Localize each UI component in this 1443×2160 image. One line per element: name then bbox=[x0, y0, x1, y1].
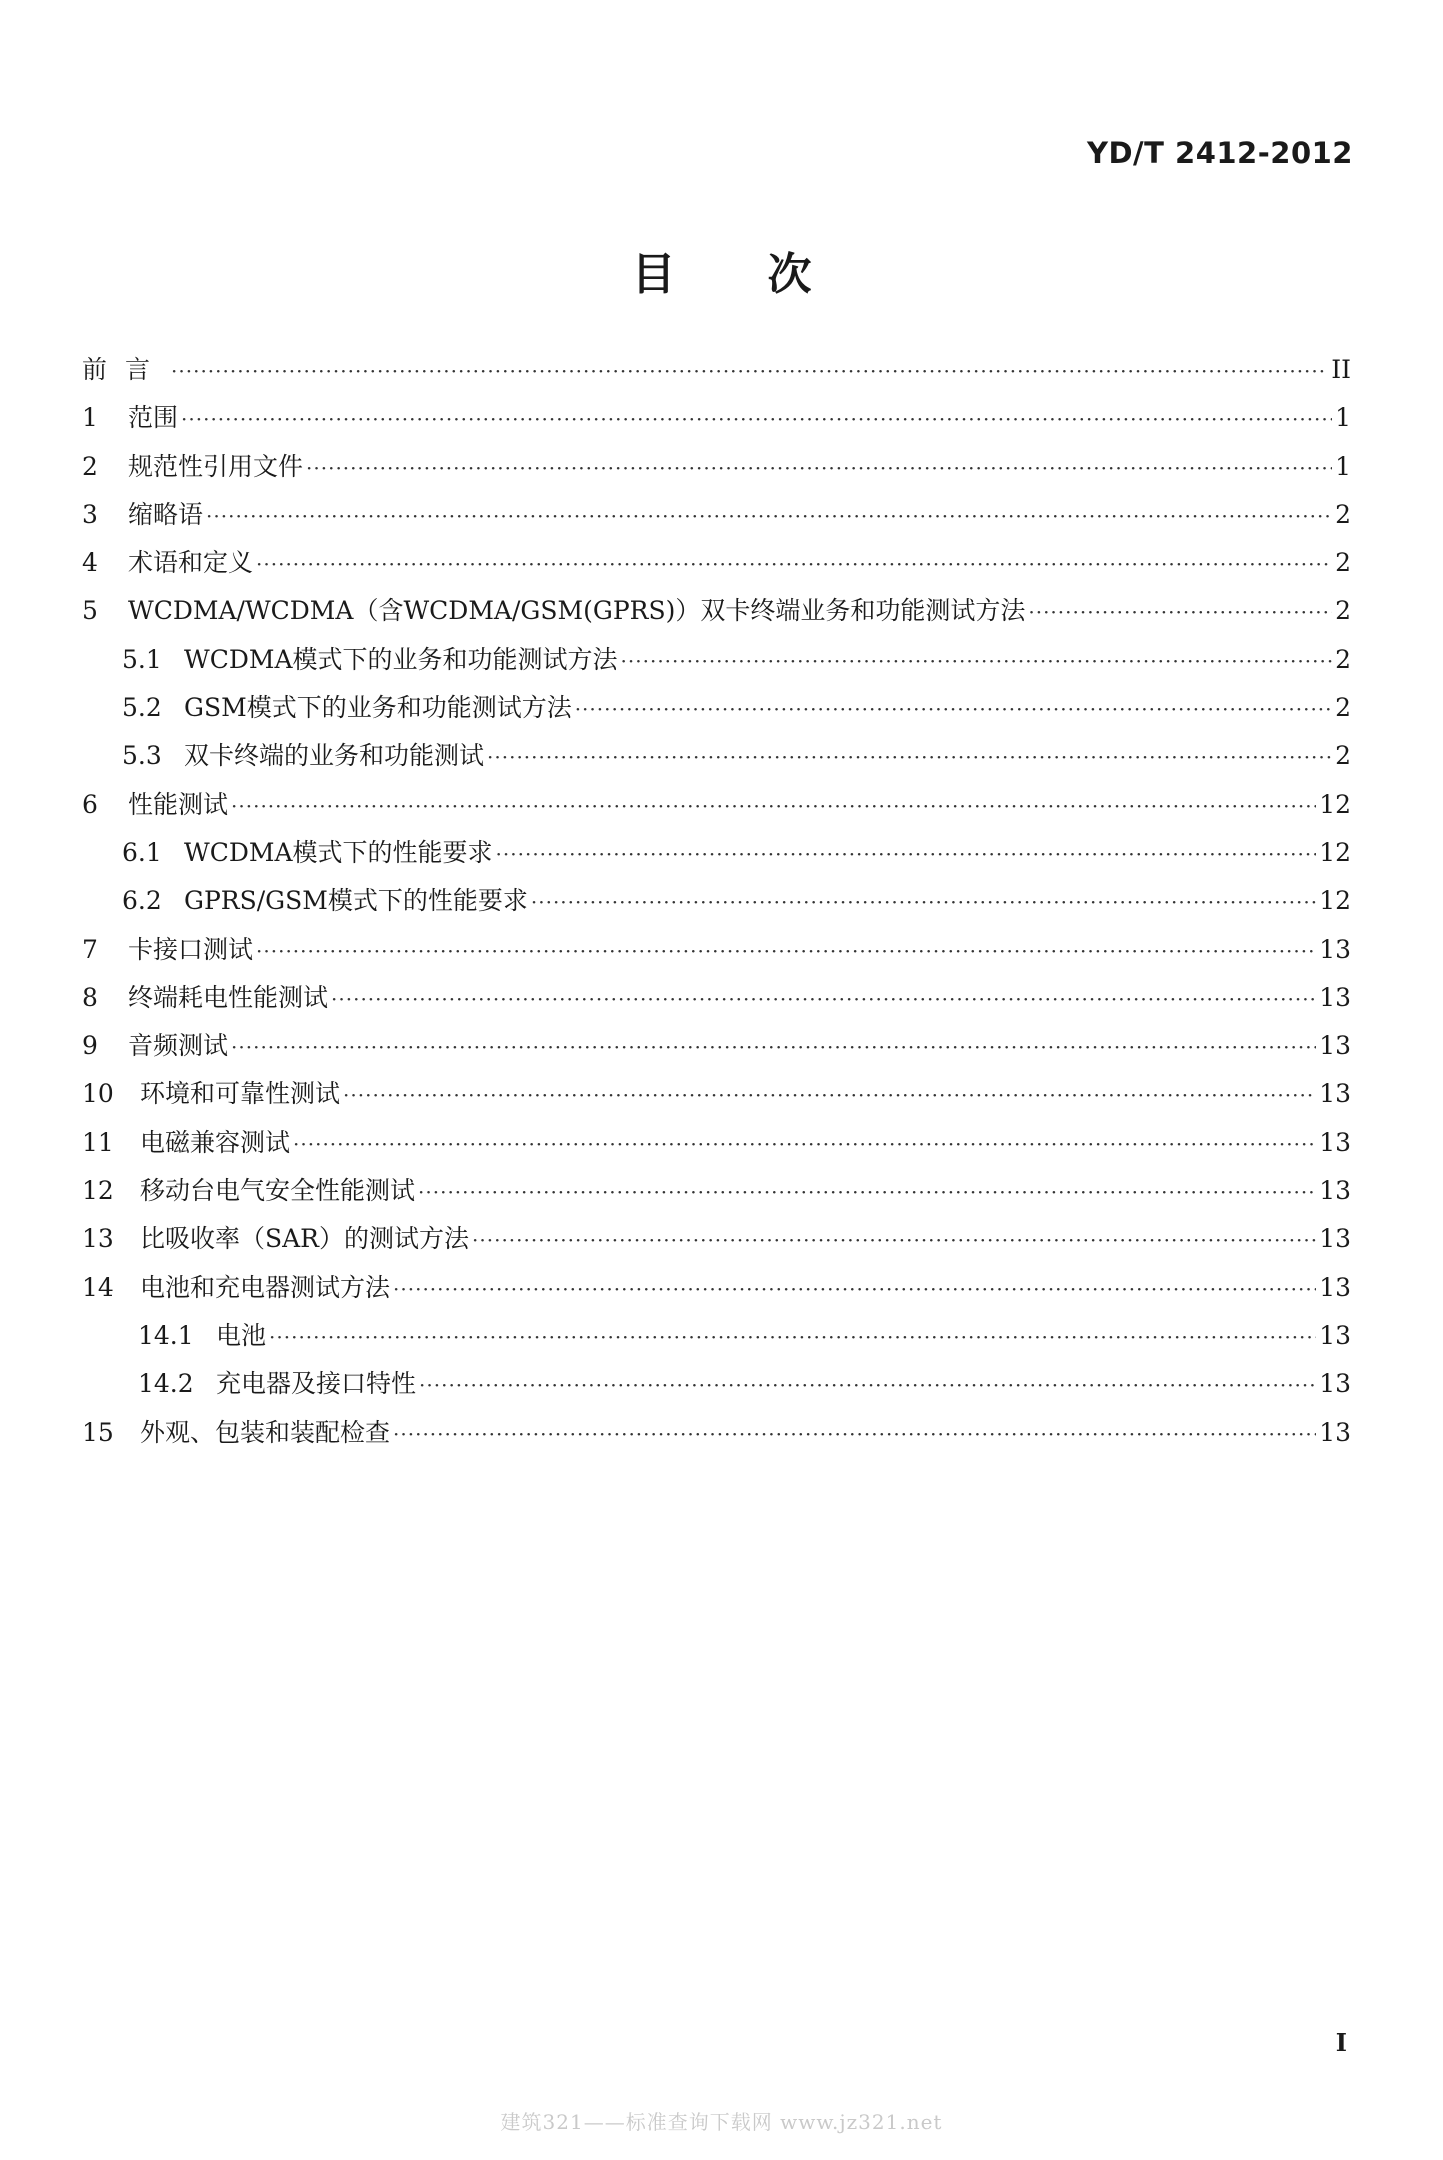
toc-dot-leader bbox=[256, 939, 1316, 963]
toc-entry[interactable] bbox=[82, 1268, 1351, 1316]
toc-entry-number: 5.3 bbox=[122, 741, 162, 771]
toc-entry-label: 终端耗电性能测试 bbox=[128, 982, 329, 1012]
toc-entry-label: 比吸收率（SAR）的测试方法 bbox=[140, 1224, 470, 1254]
toc-entry-number: 1 bbox=[82, 403, 98, 433]
toc-entry-label: WCDMA模式下的性能要求 bbox=[184, 837, 493, 867]
toc-entry-label: 术语和定义 bbox=[128, 548, 254, 578]
page-title: 目次 bbox=[631, 249, 904, 300]
toc-dot-leader bbox=[575, 697, 1332, 721]
toc-entry-number: 9 bbox=[82, 1031, 98, 1061]
toc-entry-number: 3 bbox=[82, 499, 98, 529]
toc-entry-number: 14.2 bbox=[138, 1369, 194, 1399]
toc-entry-page: 13 bbox=[1319, 1320, 1351, 1350]
toc-dot-leader bbox=[487, 745, 1332, 769]
toc-dot-leader bbox=[231, 1035, 1316, 1059]
toc-entry-label: 双卡终端的业务和功能测试 bbox=[184, 741, 485, 771]
toc-dot-leader bbox=[206, 504, 1332, 528]
toc-entry-number: 8 bbox=[82, 982, 98, 1012]
toc-entry-number: 2 bbox=[82, 451, 98, 481]
toc-entry-number: 6.1 bbox=[122, 837, 162, 867]
toc-dot-leader bbox=[231, 794, 1316, 818]
toc-entry-page: 13 bbox=[1319, 1079, 1351, 1109]
toc-entry-number: 6.2 bbox=[122, 886, 162, 916]
toc-entry[interactable] bbox=[82, 785, 1351, 833]
toc-dot-leader bbox=[393, 1422, 1316, 1446]
toc-entry[interactable] bbox=[82, 591, 1351, 639]
toc-entry-label: 卡接口测试 bbox=[128, 934, 254, 964]
toc-entry[interactable] bbox=[82, 1219, 1351, 1267]
toc-entry-label: 电磁兼容测试 bbox=[140, 1127, 291, 1157]
toc-entry-number: 4 bbox=[82, 548, 98, 578]
toc-entry-label: 范围 bbox=[128, 403, 179, 433]
toc-entry-page: II bbox=[1331, 355, 1351, 384]
toc-entry-label: 充电器及接口特性 bbox=[216, 1369, 417, 1399]
toc-entry-page: 13 bbox=[1319, 1031, 1351, 1061]
toc-entry-label: GSM模式下的业务和功能测试方法 bbox=[184, 693, 572, 723]
toc-dot-leader bbox=[496, 842, 1317, 866]
toc-entry-page: 13 bbox=[1319, 1127, 1351, 1157]
toc-entry-label: WCDMA模式下的业务和功能测试方法 bbox=[184, 644, 618, 674]
toc-entry-page: 13 bbox=[1319, 1176, 1351, 1206]
toc-entry-number: 14 bbox=[82, 1272, 114, 1302]
toc-entry-label: 电池 bbox=[216, 1320, 267, 1350]
toc-entry-page: 13 bbox=[1319, 982, 1351, 1012]
toc-entry[interactable] bbox=[82, 543, 1351, 591]
toc-entry-page: 2 bbox=[1335, 741, 1351, 771]
toc-entry-label: 移动台电气安全性能测试 bbox=[140, 1176, 416, 1206]
toc-entry-label: 音频测试 bbox=[128, 1031, 229, 1061]
toc-entry-number: 13 bbox=[82, 1224, 114, 1254]
toc-entry-page: 12 bbox=[1319, 837, 1351, 867]
toc-entry-page: 13 bbox=[1319, 1369, 1351, 1399]
toc-entry-label: GPRS/GSM模式下的性能要求 bbox=[184, 886, 528, 916]
toc-entry[interactable] bbox=[82, 1316, 1351, 1364]
toc-entry[interactable] bbox=[82, 1413, 1351, 1461]
toc-dot-leader bbox=[256, 552, 1332, 576]
toc-entry-number: 10 bbox=[82, 1079, 114, 1109]
toc-entry-page: 1 bbox=[1335, 403, 1351, 433]
standard-code: YD/T 2412-2012 bbox=[1086, 136, 1353, 170]
toc-entry-number: 14.1 bbox=[138, 1320, 194, 1350]
toc-dot-leader bbox=[343, 1083, 1316, 1107]
toc-entry-page: 2 bbox=[1335, 644, 1351, 674]
toc-entry[interactable] bbox=[82, 1171, 1351, 1219]
toc-entry-number: 12 bbox=[82, 1176, 114, 1206]
toc-dot-leader bbox=[331, 987, 1316, 1011]
toc-entry[interactable] bbox=[82, 1364, 1351, 1412]
toc-entry[interactable] bbox=[82, 447, 1351, 495]
toc-dot-leader bbox=[181, 407, 1332, 431]
toc-entry-page: 2 bbox=[1335, 548, 1351, 578]
watermark-text: 建筑321——标准查询下载网 www.jz321.net bbox=[500, 2110, 943, 2134]
toc-entry[interactable] bbox=[82, 1026, 1351, 1074]
toc-entry-page: 1 bbox=[1335, 451, 1351, 481]
page-number: I bbox=[1335, 2028, 1347, 2057]
toc-entry[interactable] bbox=[82, 398, 1351, 446]
toc-entry-page: 2 bbox=[1335, 693, 1351, 723]
toc-entry-page: 13 bbox=[1319, 1224, 1351, 1254]
toc-entry-number: 5.1 bbox=[122, 644, 162, 674]
toc-entry-page: 13 bbox=[1319, 1417, 1351, 1447]
toc-entry[interactable] bbox=[82, 978, 1351, 1026]
toc-entry-label: 缩略语 bbox=[128, 499, 204, 529]
toc-entry-page: 12 bbox=[1319, 886, 1351, 916]
toc-dot-leader bbox=[171, 359, 1328, 383]
toc-entry-number: 5 bbox=[82, 596, 98, 626]
toc-dot-leader bbox=[621, 649, 1333, 673]
table-of-contents bbox=[82, 350, 1351, 1461]
toc-entry-page: 13 bbox=[1319, 1272, 1351, 1302]
toc-entry-label: 环境和可靠性测试 bbox=[140, 1079, 341, 1109]
toc-entry[interactable] bbox=[82, 1074, 1351, 1122]
toc-entry-page: 13 bbox=[1319, 934, 1351, 964]
toc-dot-leader bbox=[393, 1277, 1316, 1301]
toc-entry-label: 性能测试 bbox=[128, 789, 229, 819]
toc-entry-label: 电池和充电器测试方法 bbox=[140, 1272, 391, 1302]
toc-dot-leader bbox=[306, 456, 1332, 480]
toc-entry[interactable] bbox=[82, 495, 1351, 543]
toc-entry[interactable] bbox=[82, 833, 1351, 881]
toc-entry[interactable] bbox=[82, 736, 1351, 784]
toc-dot-leader bbox=[269, 1325, 1316, 1349]
toc-entry-label: 前言 bbox=[82, 355, 169, 384]
toc-entry[interactable] bbox=[82, 1123, 1351, 1171]
toc-entry-number: 5.2 bbox=[122, 693, 162, 723]
toc-entry-page: 2 bbox=[1335, 499, 1351, 529]
toc-entry[interactable] bbox=[82, 881, 1351, 929]
toc-entry-number: 11 bbox=[82, 1127, 114, 1157]
toc-dot-leader bbox=[472, 1228, 1316, 1252]
toc-dot-leader bbox=[419, 1373, 1316, 1397]
toc-entry[interactable] bbox=[82, 688, 1351, 736]
toc-entry[interactable] bbox=[82, 930, 1351, 978]
toc-entry-page: 2 bbox=[1335, 596, 1351, 626]
toc-entry-label: 规范性引用文件 bbox=[128, 451, 304, 481]
toc-entry-number: 6 bbox=[82, 789, 98, 819]
toc-dot-leader bbox=[1028, 600, 1332, 624]
toc-entry-foreword[interactable] bbox=[82, 350, 1351, 398]
toc-entry[interactable] bbox=[82, 640, 1351, 688]
toc-entry-number: 7 bbox=[82, 934, 98, 964]
toc-entry-label: 外观、包装和装配检查 bbox=[140, 1417, 391, 1447]
toc-dot-leader bbox=[418, 1180, 1316, 1204]
toc-entry-page: 12 bbox=[1319, 789, 1351, 819]
toc-dot-leader bbox=[531, 890, 1316, 914]
toc-entry-label: WCDMA/WCDMA（含WCDMA/GSM(GPRS)）双卡终端业务和功能测试方法 bbox=[128, 596, 1026, 626]
toc-dot-leader bbox=[293, 1132, 1316, 1156]
toc-entry-number: 15 bbox=[82, 1417, 114, 1447]
